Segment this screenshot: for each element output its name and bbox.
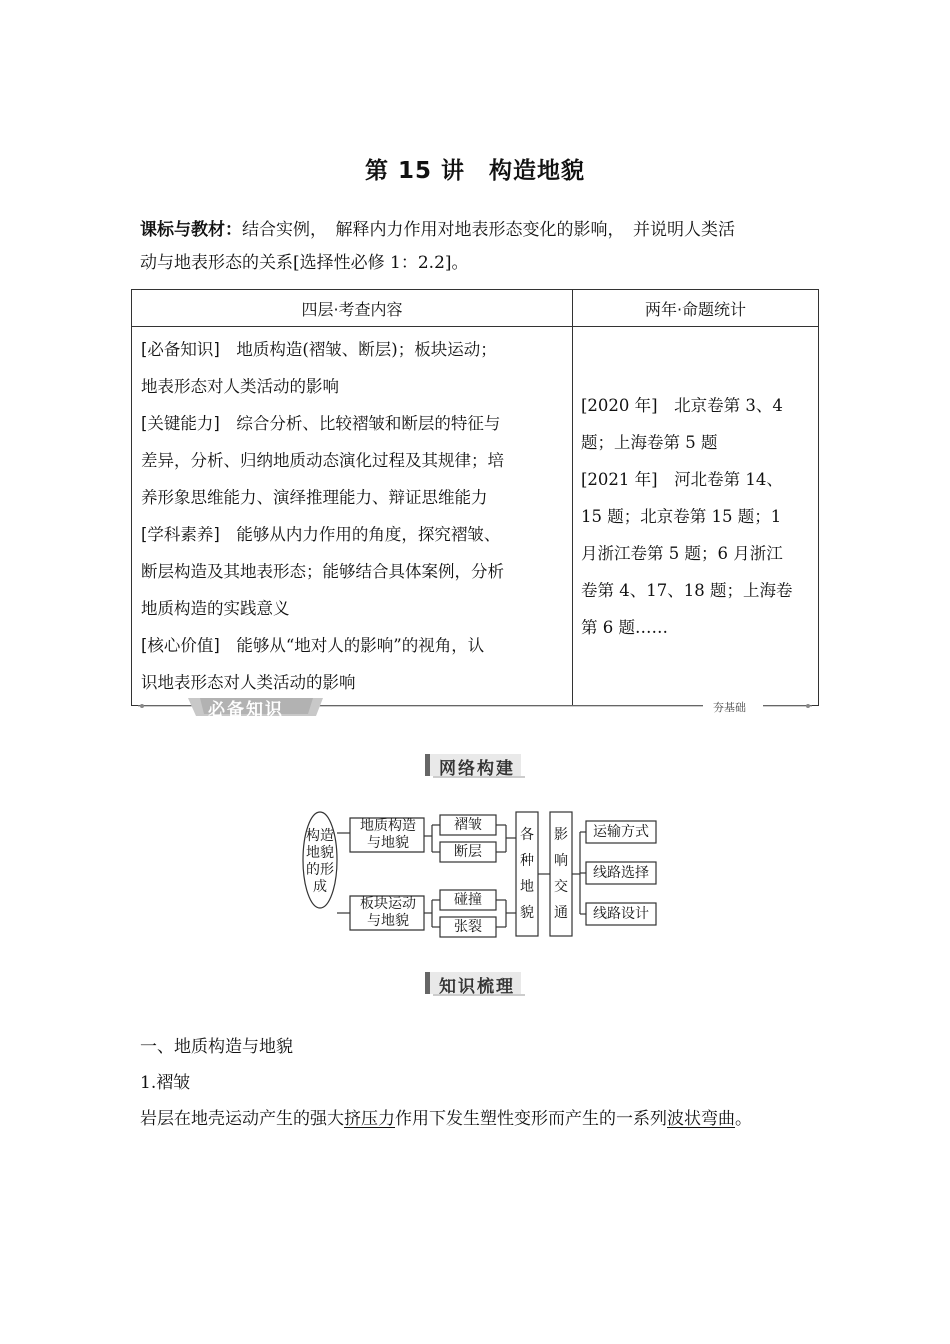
tag-label: [学科素养] [141, 525, 220, 544]
text-part: 。 [735, 1109, 752, 1129]
line-text: 能够从“地对人的影响”的视角，认 [219, 636, 485, 655]
network-title-box [425, 752, 525, 778]
content-cell [132, 327, 573, 706]
section-label: 必备知识 [208, 700, 284, 720]
text-part: 岩层在地壳运动产生的强大 [140, 1109, 344, 1129]
node-char: 种 [520, 853, 534, 869]
section-bar [138, 694, 812, 722]
stats-line: [2020 年] 北京卷第 3、4 [581, 395, 783, 415]
line-text: 地质构造的实践意义 [141, 599, 290, 618]
node-char: 影 [554, 827, 568, 843]
fold-definition [140, 1104, 830, 1129]
line-text: 差异，分析、归纳地质动态演化过程及其规律；培 [141, 451, 504, 470]
node-line: 板块运动 [360, 896, 416, 912]
stats-line: 题；上海卷第 5 题 [581, 432, 718, 452]
content-line [141, 405, 564, 442]
node-route-choice: 线路选择 [593, 865, 649, 881]
node-traffic-impact [550, 822, 572, 926]
intro-label: 课标与教材： [140, 220, 242, 240]
intro-text-1: 结合实例， 解释内力作用对地表形态变化的影响， 并说明人类活 [242, 220, 735, 240]
node-line: 与地貌 [367, 835, 409, 851]
line-text: 养形象思维能力、演绎推理能力、辩证思维能力 [141, 488, 488, 507]
network-diagram [300, 808, 660, 940]
knowledge-title-box [425, 970, 525, 996]
content-line [141, 442, 564, 479]
content-line [141, 368, 564, 405]
node-line: 与地貌 [367, 913, 409, 929]
tag-label: [关键能力] [141, 414, 220, 433]
node-fold: 褶皱 [454, 817, 482, 833]
section-right-label: 夯基础 [713, 701, 746, 714]
content-line [141, 553, 564, 590]
line-text: 地表形态对人类活动的影响 [141, 377, 339, 396]
content-line [141, 627, 564, 664]
node-char: 响 [554, 853, 568, 869]
underlined-term: 波状弯曲 [667, 1109, 735, 1129]
network-title: 网络构建 [439, 759, 515, 779]
node-char: 各 [520, 827, 534, 843]
root-line: 地貌 [306, 845, 334, 861]
text-part: 作用下发生塑性变形而产生的一系列 [395, 1109, 667, 1129]
col-header-content: 四层·考查内容 [132, 290, 573, 327]
tag-label: [必备知识] [141, 340, 220, 359]
node-geologic-structure [352, 818, 424, 852]
knowledge-title: 知识梳理 [439, 977, 515, 997]
content-line [141, 516, 564, 553]
exam-content-table [131, 289, 819, 706]
content-line [141, 479, 564, 516]
node-char: 貌 [520, 905, 534, 921]
node-rift: 张裂 [454, 919, 482, 935]
content-line [141, 331, 564, 368]
line-text: 断层构造及其地表形态；能够结合具体案例，分析 [141, 562, 504, 581]
stats-line: 卷第 4、17、18 题；上海卷 [581, 580, 793, 600]
stats-line: 第 6 题…… [581, 617, 668, 637]
node-plate-movement [352, 896, 424, 930]
line-text: 地质构造(褶皱、断层)；板块运动； [219, 340, 497, 359]
node-char: 通 [554, 905, 568, 921]
stats-cell [573, 327, 819, 706]
line-text: 综合分析、比较褶皱和断层的特征与 [219, 414, 501, 433]
page-title: 第 15 讲 构造地貌 [364, 158, 586, 184]
stats-line: 15 题；北京卷第 15 题；1 [581, 506, 782, 526]
node-landforms [516, 822, 538, 926]
stats-line: [2021 年] 河北卷第 14、 [581, 469, 783, 489]
line-text: 识地表形态对人类活动的影响 [141, 673, 356, 692]
root-line: 成 [313, 879, 327, 895]
node-fault: 断层 [454, 844, 482, 860]
section-heading: 一、地质构造与地貌 [140, 1037, 293, 1057]
root-node [303, 828, 337, 896]
col-header-stats: 两年·命题统计 [573, 290, 819, 327]
subsection-heading: 1.褶皱 [140, 1073, 191, 1093]
root-line: 构造 [306, 828, 334, 844]
intro-text-2: 动与地表形态的关系[选择性必修 1：2.2]。 [140, 253, 469, 273]
node-line: 地质构造 [360, 818, 416, 834]
node-transport-mode: 运输方式 [593, 824, 649, 840]
node-route-design: 线路设计 [593, 906, 649, 922]
node-char: 交 [554, 879, 568, 895]
root-line: 的形 [306, 862, 334, 878]
content-line [141, 590, 564, 627]
node-collision: 碰撞 [454, 892, 482, 908]
stats-line: 月浙江卷第 5 题；6 月浙江 [581, 543, 783, 563]
tag-label: [核心价值] [141, 636, 220, 655]
node-char: 地 [520, 879, 534, 895]
curriculum-intro [140, 214, 820, 280]
underlined-term: 挤压力 [344, 1109, 395, 1129]
line-text: 能够从内力作用的角度，探究褶皱、 [219, 525, 501, 544]
